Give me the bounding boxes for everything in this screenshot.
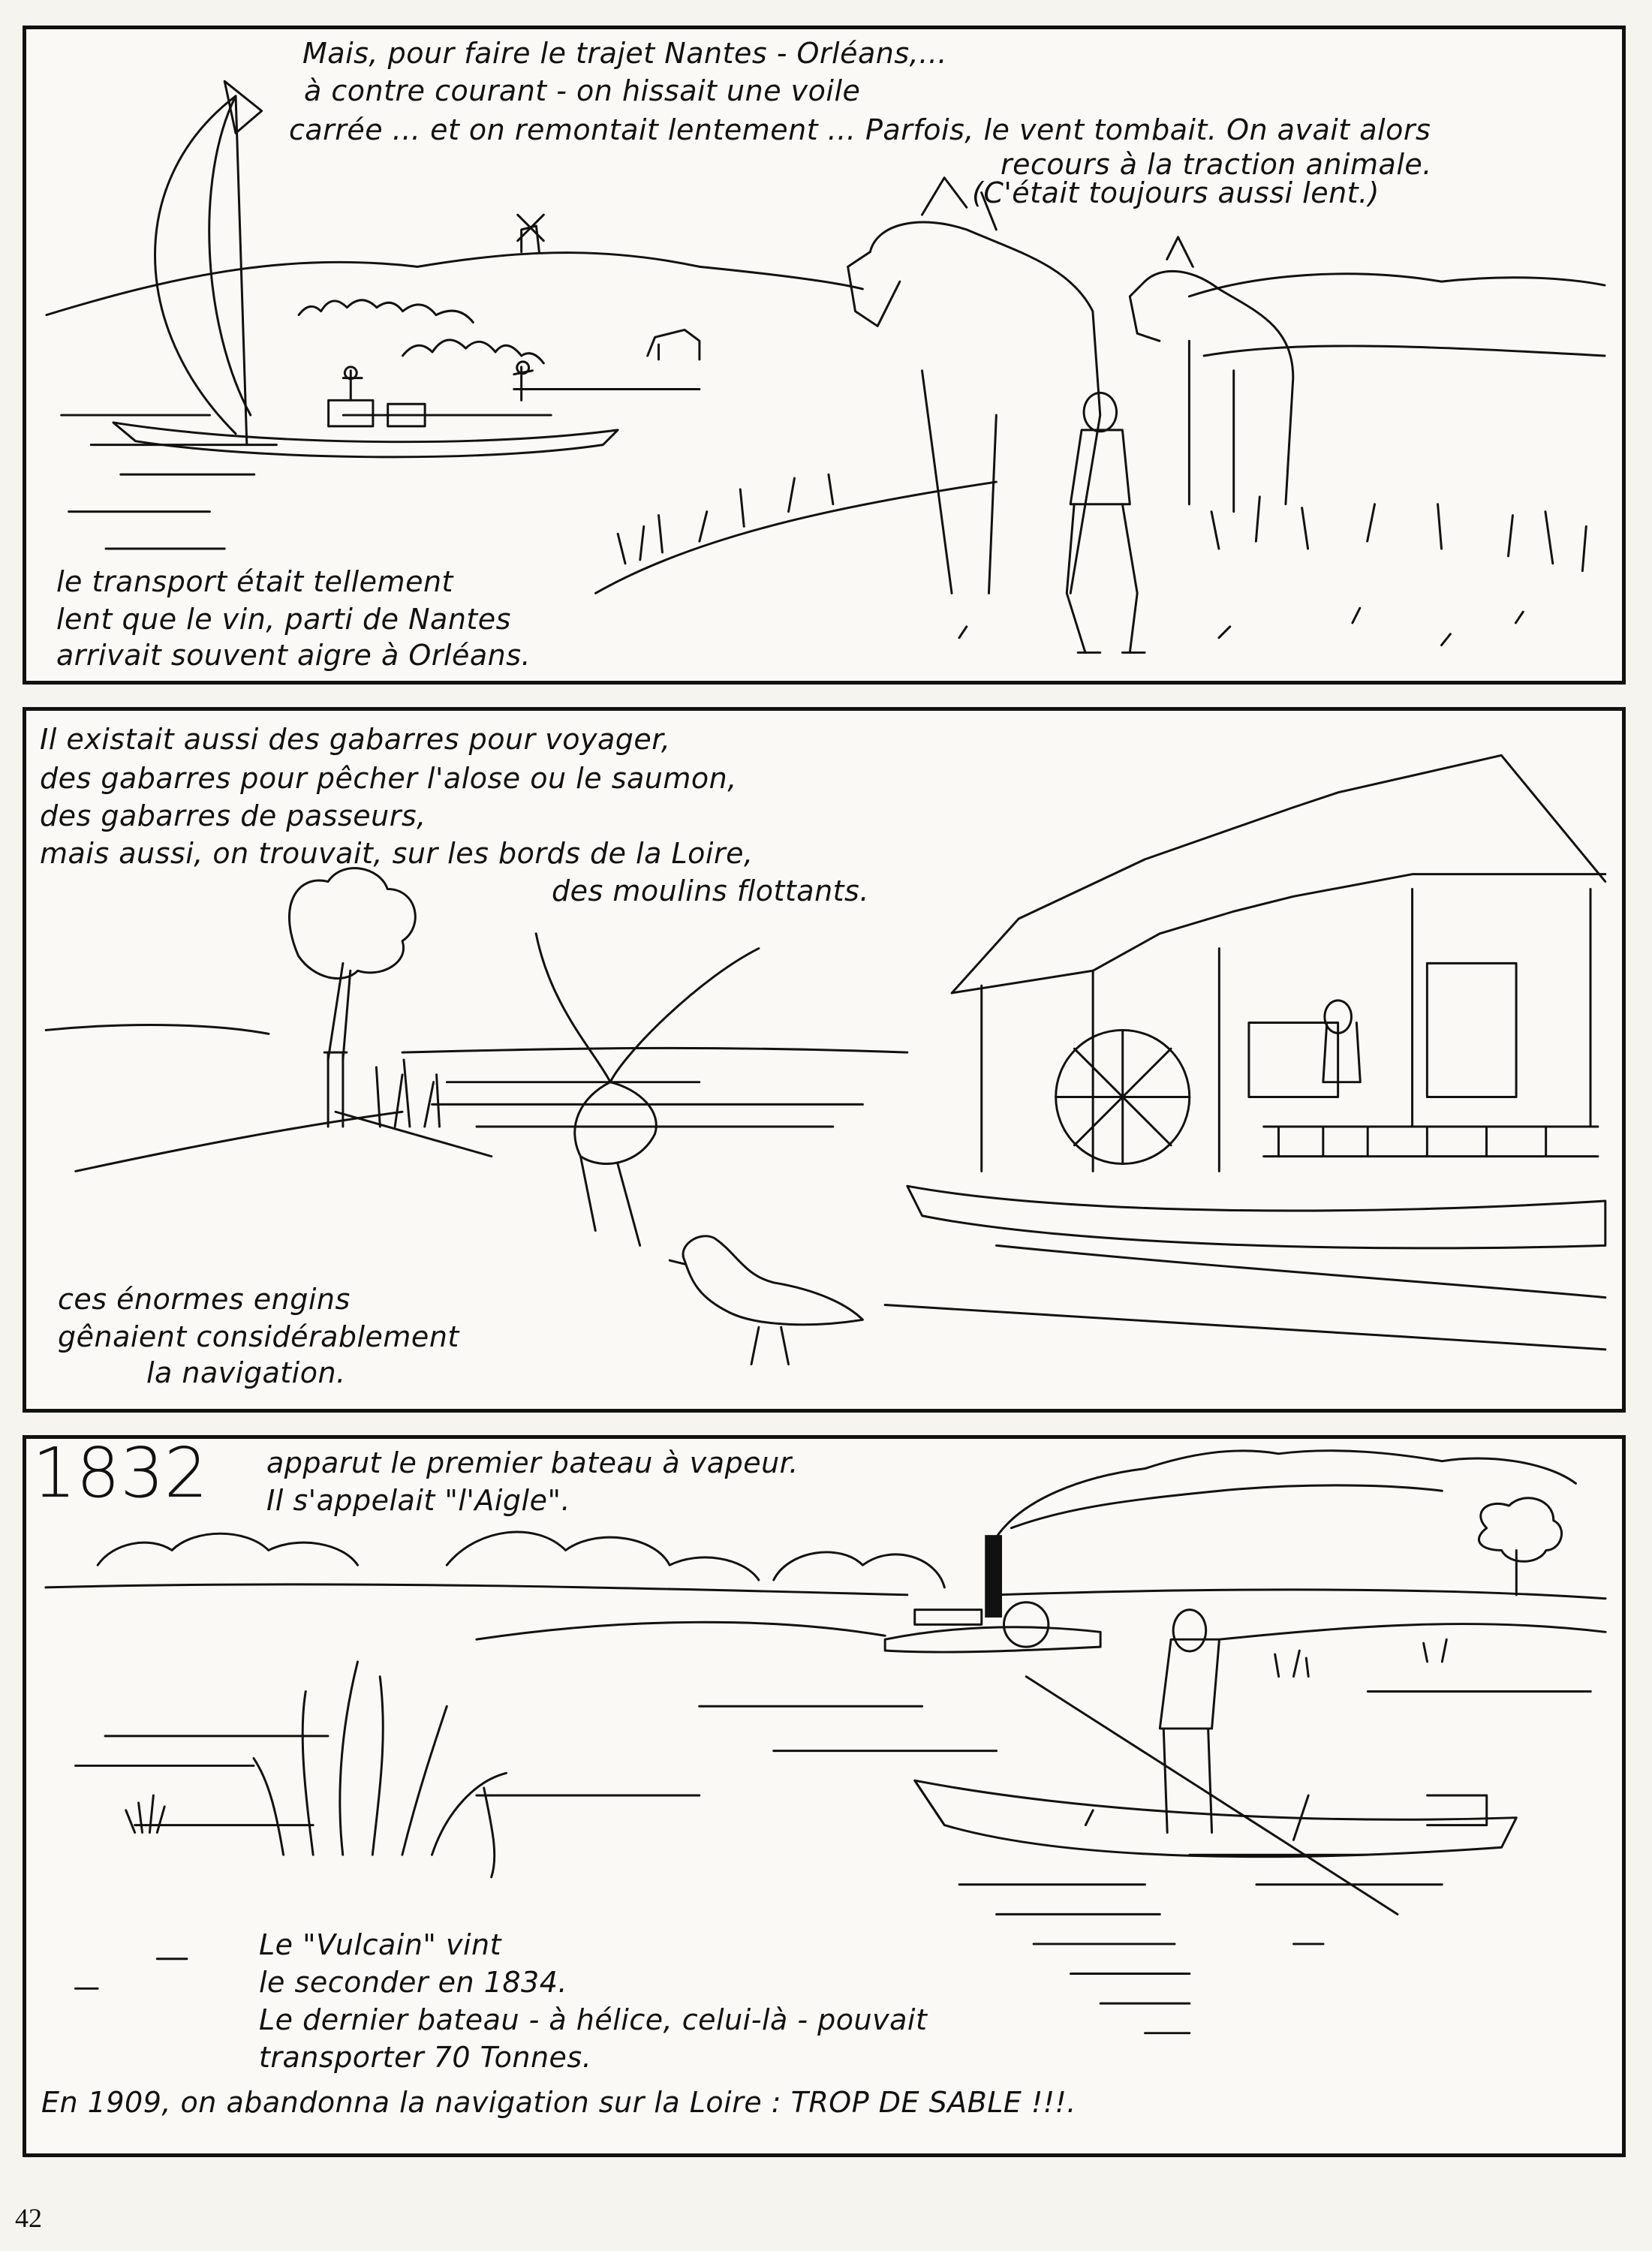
year-heading: 1832 [32, 1435, 209, 1513]
caption-line: Le dernier bateau - à hélice, celui-là - pouvait [259, 2003, 928, 2036]
caption-line: la navigation. [146, 1356, 346, 1389]
caption-line: à contre courant - on hissait une voile [304, 74, 861, 107]
caption-line: recours à la traction animale. [1001, 148, 1432, 181]
reeds [254, 1662, 506, 1877]
punt-boat [915, 1780, 1517, 1856]
caption-line: Il existait aussi des gabarres pour voyager, [40, 723, 671, 756]
caption-line: le seconder en 1834. [259, 1966, 567, 1999]
caption-line: des moulins flottants. [552, 874, 869, 907]
caption-line: mais aussi, on trouvait, sur les bords de la Loire, [40, 837, 754, 870]
caption-line: des gabarres pour pêcher l'alose ou le saumon, [40, 762, 737, 795]
windmill-icon [518, 215, 544, 251]
tree-icon [289, 868, 415, 1060]
comic-panel-steamboat [23, 1435, 1626, 2157]
caption-line: gênaient considérablement [58, 1320, 459, 1353]
caption-line: Il s'appelait "l'Aigle". [266, 1484, 571, 1517]
gull-flying [536, 934, 759, 1246]
caption-line: Mais, pour faire le trajet Nantes - Orléans,... [302, 37, 947, 70]
caption-line: apparut le premier bateau à vapeur. [266, 1446, 799, 1479]
caption-line: le transport était tellement [56, 565, 453, 598]
page-number: 42 [15, 2203, 42, 2233]
caption-line: ces énormes engins [58, 1283, 351, 1316]
comic-panel-sail-and-horses [23, 26, 1626, 685]
caption-line: carrée ... et on remontait lentement ... Parfois, le vent tombait. On avait alors [289, 113, 1431, 146]
caption-line: En 1909, on abandonna la navigation sur la Loire : TROP DE SABLE !!!. [41, 2086, 1076, 2119]
caption-line: lent que le vin, parti de Nantes [56, 603, 511, 636]
gull-standing [670, 1236, 862, 1365]
farmer-figure [1067, 393, 1145, 652]
draft-horses [848, 178, 1293, 594]
caption-line: arrivait souvent aigre à Orléans. [56, 639, 531, 672]
caption-line: des gabarres de passeurs, [40, 799, 426, 832]
caption-line: transporter 70 Tonnes. [259, 2041, 592, 2074]
caption-line: Le "Vulcain" vint [259, 1928, 501, 1961]
caption-line: (C'était toujours aussi lent.) [972, 176, 1380, 209]
floating-mill [907, 755, 1605, 1248]
comic-panel-floating-mills [23, 707, 1626, 1413]
boatman-figure [1026, 1610, 1398, 1915]
tree-icon [1479, 1498, 1561, 1595]
